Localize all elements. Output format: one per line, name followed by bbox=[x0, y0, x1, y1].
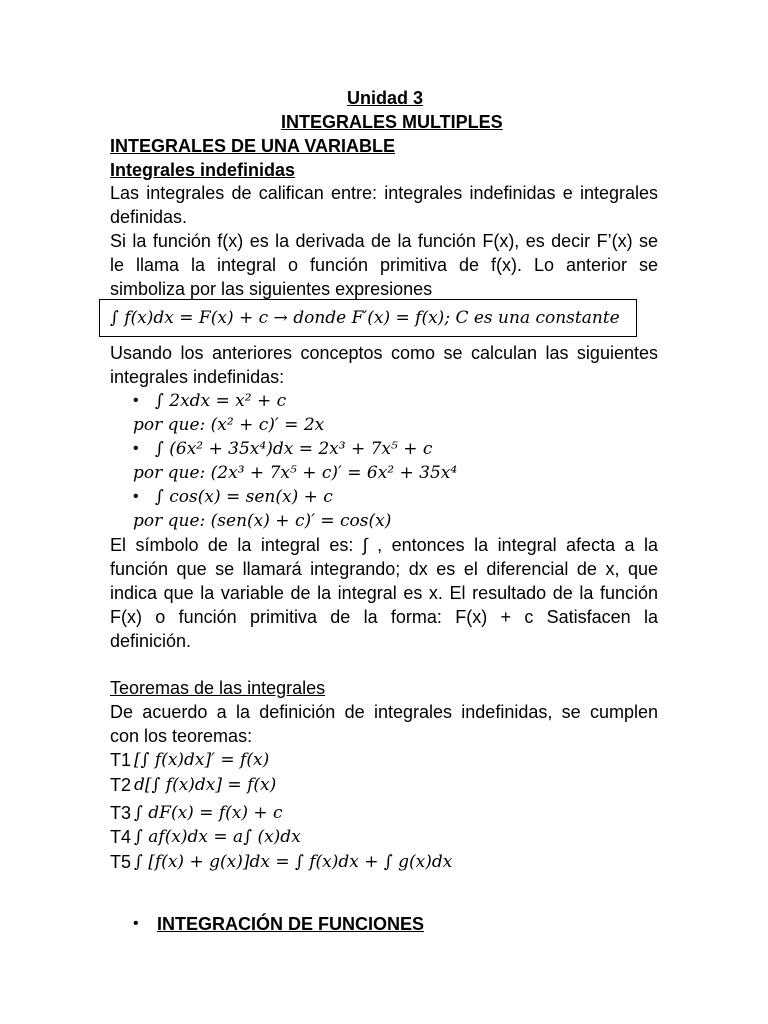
symbol-line: función que se llamará integrando; dx es el diferencial de x, que bbox=[110, 559, 658, 579]
unit-heading: Unidad 3 bbox=[347, 88, 424, 108]
final-heading: INTEGRACIÓN DE FUNCIONES bbox=[157, 914, 425, 934]
symbol-line: indica que la variable de la integral es x. El resultado de la función bbox=[110, 583, 658, 603]
intro-line: le llama la integral o función primitiva de f(x). Lo anterior se bbox=[110, 255, 658, 275]
example-integral: ∫ 2xdx = x² + c bbox=[155, 391, 287, 411]
definition-formula: ∫ f(x)dx = F(x) + c → donde F′(x) = f(x); C es una constante bbox=[110, 308, 620, 328]
theorem-label: T1 bbox=[110, 750, 132, 770]
theorem-formula: [∫ f(x)dx]′ = f(x) bbox=[134, 750, 270, 770]
theorem-formula: ∫ [f(x) + g(x)]dx = ∫ f(x)dx + ∫ g(x)dx bbox=[134, 852, 453, 872]
theorem-formula: ∫ dF(x) = f(x) + c bbox=[134, 803, 283, 823]
theorem-formula: d[∫ f(x)dx] = f(x) bbox=[134, 775, 277, 795]
intro-line: Si la función f(x) es la derivada de la función F(x), es decir F’(x) se bbox=[110, 231, 658, 251]
intro-line: Las integrales de califican entre: integrales indefinidas e integrales bbox=[110, 183, 658, 203]
bullet-icon: • bbox=[133, 488, 139, 505]
usage-line: integrales indefinidas: bbox=[110, 367, 285, 387]
theorem-label: T4 bbox=[110, 827, 132, 847]
definition-box bbox=[99, 299, 637, 337]
symbol-line: definición. bbox=[110, 631, 192, 651]
bullet-icon: • bbox=[133, 392, 139, 409]
example-check: por que: (2x³ + 7x⁵ + c)′ = 6x² + 35x⁴ bbox=[133, 463, 458, 483]
bullet-icon: • bbox=[133, 915, 139, 932]
theorems-intro: De acuerdo a la definición de integrales indefinidas, se cumplen bbox=[110, 702, 658, 722]
theorem-formula: ∫ af(x)dx = a∫ (x)dx bbox=[134, 827, 301, 847]
bullet-icon: • bbox=[133, 440, 139, 457]
symbol-line: El símbolo de la integral es: ∫ , entonces la integral afecta a la bbox=[110, 535, 658, 555]
example-check: por que: (sen(x) + c)′ = cos(x) bbox=[133, 511, 392, 531]
intro-line: simboliza por las siguientes expresiones bbox=[110, 279, 433, 299]
example-check: por que: (x² + c)′ = 2x bbox=[133, 415, 325, 435]
theorem-label: T5 bbox=[110, 852, 132, 872]
example-integral: ∫ (6x² + 35x⁴)dx = 2x³ + 7x⁵ + c bbox=[155, 439, 433, 459]
subsection-heading: Integrales indefinidas bbox=[110, 160, 296, 180]
theorems-intro: con los teoremas: bbox=[110, 726, 253, 746]
theorem-label: T2 bbox=[110, 775, 132, 795]
example-integral: ∫ cos(x) = sen(x) + c bbox=[155, 487, 333, 507]
usage-line: Usando los anteriores conceptos como se calculan las siguientes bbox=[110, 343, 658, 363]
theorems-heading: Teoremas de las integrales bbox=[110, 678, 326, 698]
symbol-line: F(x) o función primitiva de la forma: F(x) + c Satisfacen la bbox=[110, 607, 658, 627]
theorem-label: T3 bbox=[110, 803, 132, 823]
intro-line: definidas. bbox=[110, 207, 188, 227]
section-heading: INTEGRALES DE UNA VARIABLE bbox=[110, 136, 396, 156]
page-title: INTEGRALES MULTIPLES bbox=[281, 112, 503, 132]
